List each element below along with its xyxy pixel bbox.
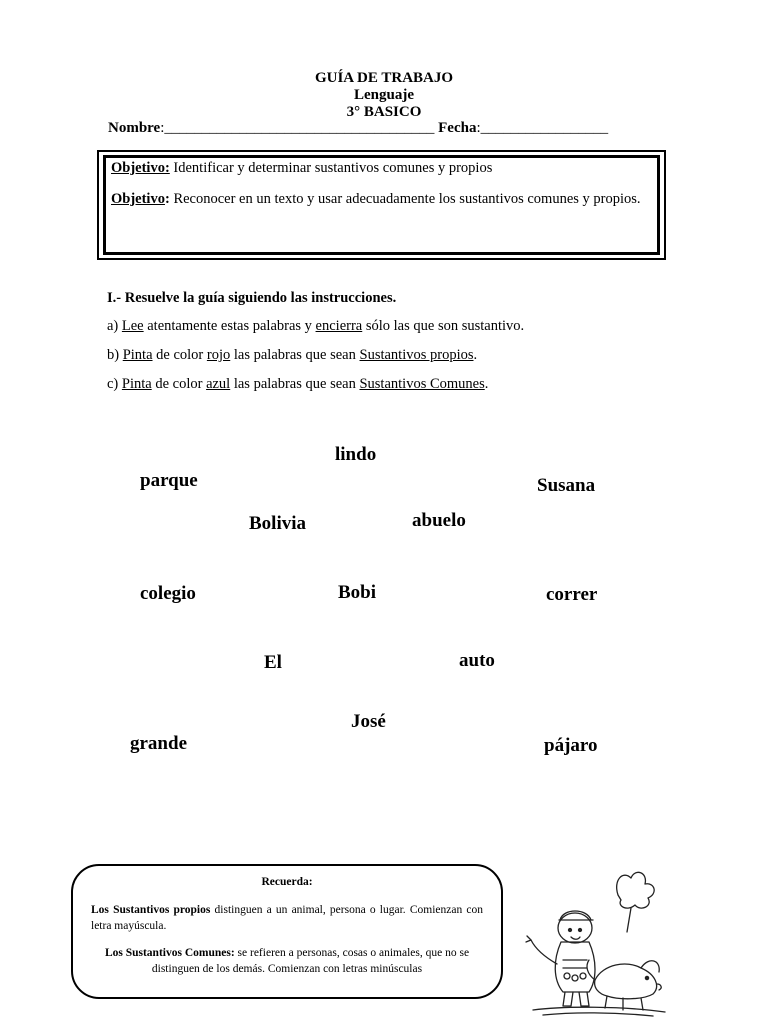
objective-1 bbox=[111, 160, 492, 177]
objective-1-label: Objetivo: bbox=[111, 160, 170, 176]
instruction-b-end: . bbox=[473, 347, 478, 363]
objective-2 bbox=[111, 191, 641, 208]
instruction-a-end: sólo las que son sustantivo. bbox=[362, 318, 525, 334]
objective-1-text: Identificar y determinar sustantivos comunes y propios bbox=[169, 160, 493, 176]
remember-title: Recuerda: bbox=[261, 876, 313, 888]
remember-proper-nouns bbox=[91, 902, 483, 934]
remember-proper-text: distinguen a un animal, persona o lugar. Comienzan con letra mayúscula. bbox=[91, 904, 483, 932]
subject-title: Lenguaje bbox=[354, 87, 414, 103]
word-colegio[interactable]: colegio bbox=[140, 583, 196, 604]
instruction-c-word-comunes: Sustantivos Comunes bbox=[359, 376, 485, 392]
instruction-a-mid: atentamente estas palabras y bbox=[143, 318, 316, 334]
word-bolivia[interactable]: Bolivia bbox=[249, 513, 307, 534]
word-auto[interactable]: auto bbox=[459, 650, 495, 671]
instruction-a-word-encierra: encierra bbox=[315, 318, 363, 334]
instruction-c-prefix: c) bbox=[107, 376, 122, 392]
instruction-c-end: . bbox=[484, 376, 489, 392]
grade-title: 3° BASICO bbox=[346, 104, 422, 120]
word-grande[interactable]: grande bbox=[130, 733, 187, 754]
word-correr[interactable]: correr bbox=[546, 584, 598, 605]
remember-common-nouns bbox=[91, 945, 483, 977]
remember-common-label: Los Sustantivos Comunes: bbox=[104, 947, 235, 959]
instruction-c-mid2: las palabras que sean bbox=[230, 376, 360, 392]
word-jose[interactable]: José bbox=[351, 711, 386, 732]
name-label: Nombre bbox=[108, 120, 161, 136]
name-date-line bbox=[108, 120, 608, 137]
instruction-b-word-propios: Sustantivos propios bbox=[359, 347, 474, 363]
instruction-a-word-lee: Lee bbox=[121, 318, 144, 334]
word-susana[interactable]: Susana bbox=[537, 475, 596, 496]
instruction-a-prefix: a) bbox=[107, 318, 122, 334]
date-label: Fecha bbox=[438, 120, 477, 136]
instruction-c-word-pinta: Pinta bbox=[121, 376, 152, 392]
remember-proper-label: Los Sustantivos propios bbox=[91, 904, 211, 916]
word-el[interactable]: El bbox=[264, 652, 282, 673]
instruction-b-prefix: b) bbox=[107, 347, 123, 363]
instructions-title: I.- Resuelve la guía siguiendo las instrucciones. bbox=[107, 290, 397, 306]
remember-common-text: se refieren a personas, cosas o animales, que no se distinguen de los demás. Comienzan con letras minúsculas bbox=[151, 947, 470, 975]
instruction-c-word-azul: azul bbox=[206, 376, 231, 392]
objectives-inner-border bbox=[103, 155, 660, 255]
instruction-c bbox=[107, 376, 488, 393]
date-field[interactable]: :_________________ bbox=[476, 120, 609, 136]
word-lindo[interactable]: lindo bbox=[335, 444, 377, 465]
instruction-b-word-rojo: rojo bbox=[206, 347, 231, 363]
instruction-b bbox=[107, 347, 477, 364]
word-abuelo[interactable]: abuelo bbox=[412, 510, 466, 531]
objective-2-text: Reconocer en un texto y usar adecuadamente los sustantivos comunes y propios. bbox=[169, 191, 641, 207]
remember-box bbox=[71, 864, 503, 999]
objective-2-label: Objetivo bbox=[111, 191, 165, 207]
instruction-a bbox=[107, 318, 524, 335]
cartoon-boy-dog-illustration bbox=[523, 860, 671, 1020]
word-parque[interactable]: parque bbox=[140, 470, 198, 491]
name-field[interactable]: :____________________________________ bbox=[160, 120, 435, 136]
objectives-box bbox=[97, 150, 666, 260]
guide-title: GUÍA DE TRABAJO bbox=[314, 70, 454, 86]
objective-2-colon: : bbox=[164, 191, 170, 207]
instruction-b-mid2: las palabras que sean bbox=[230, 347, 360, 363]
word-bobi[interactable]: Bobi bbox=[338, 582, 377, 603]
word-pajaro[interactable]: pájaro bbox=[544, 735, 598, 756]
instruction-b-word-pinta: Pinta bbox=[122, 347, 153, 363]
instruction-b-mid: de color bbox=[152, 347, 207, 363]
instruction-c-mid: de color bbox=[151, 376, 207, 392]
